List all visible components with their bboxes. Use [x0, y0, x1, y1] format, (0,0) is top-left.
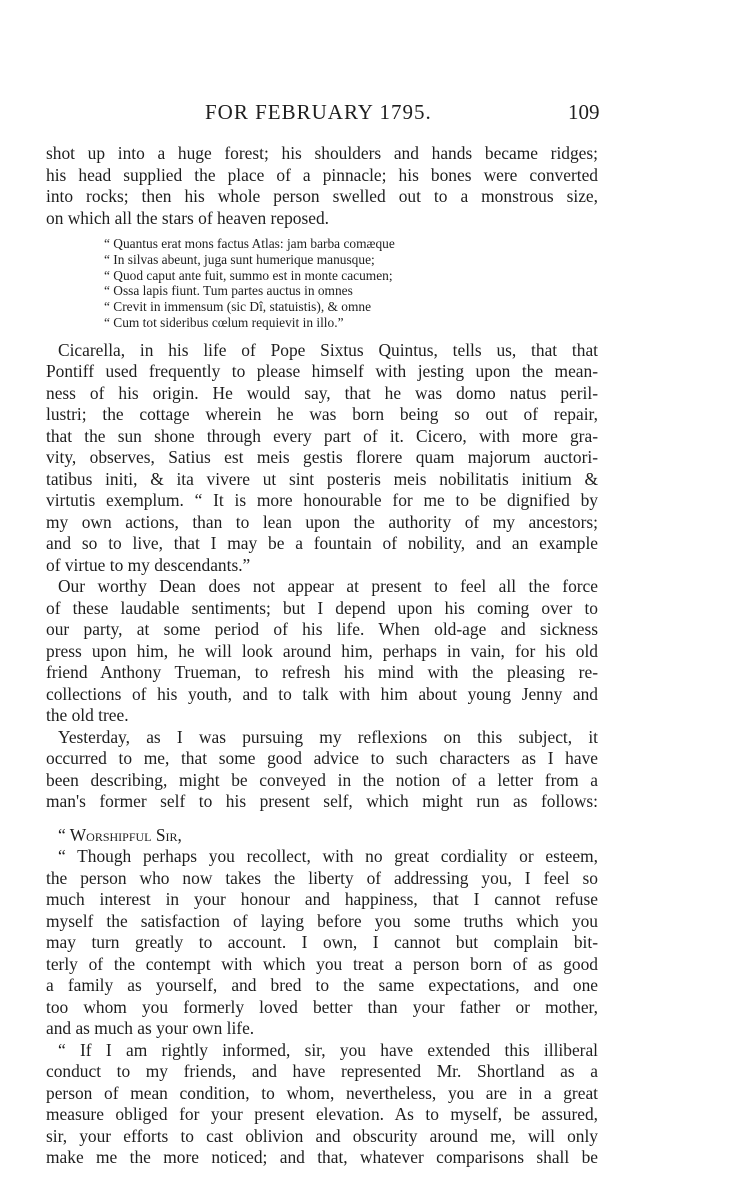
paragraph-3 — [46, 576, 598, 727]
text-line: of virtue to my descendants.” — [46, 554, 251, 575]
text-line: sir, your efforts to cast oblivion and obscurity around me, will only — [46, 1125, 598, 1146]
page-number: 109 — [568, 100, 600, 124]
text-line: Yesterday, as I was pursuing my reflexions on this subject, it — [58, 726, 598, 747]
text-line: that the sun shone through every part of it. Cicero, with more gra- — [46, 425, 598, 446]
letter-salutation: “ Worshipful Sir, — [58, 824, 182, 845]
latin-verse-quotation — [104, 236, 598, 331]
text-line: Pontiff used frequently to please himself with jesting upon the mean- — [46, 361, 598, 382]
text-line: my own actions, than to lean upon the authority of my ancestors; — [46, 511, 598, 532]
text-line: a family as yourself, and bred to the same expectations, and one — [46, 975, 598, 996]
paragraph-2 — [46, 340, 598, 577]
text-line: Cicarella, in his life of Pope Sixtus Quintus, tells us, that that — [58, 339, 598, 360]
text-line: virtutis exemplum. “ It is more honourable for me to be dignified by — [46, 490, 598, 511]
verse-line: “ Ossa lapis fiunt. Tum partes auctus in omnes — [104, 283, 353, 299]
text-line: make me the more noticed; and that, whatever comparisons shall be — [46, 1147, 598, 1168]
page-header — [0, 100, 729, 130]
text-line: press upon him, he will look around him, perhaps in vain, for his old — [46, 640, 598, 661]
paragraph-5 — [46, 846, 598, 1040]
text-line: friend Anthony Trueman, to refresh his mind with the pleasing re- — [46, 662, 598, 683]
text-line: occurred to me, that some good advice to such characters as I have — [46, 748, 598, 769]
body-text — [46, 143, 598, 1169]
text-line: into rocks; then his whole person swelled out to a monstrous size, — [46, 186, 598, 206]
text-line: man's former self to his present self, which might run as follows: — [46, 791, 598, 812]
text-line: conduct to my friends, and have represented Mr. Shortland as a — [46, 1061, 598, 1082]
text-line: the person who now takes the liberty of addressing you, I feel so — [46, 867, 598, 888]
text-line: of these laudable sentiments; but I depend upon his coming over to — [46, 597, 598, 618]
text-line: and so to live, that I may be a fountain of nobility, and an example — [46, 533, 598, 554]
text-line: too whom you formerly loved better than your father or mother, — [46, 996, 598, 1017]
text-line: “ Though perhaps you recollect, with no great cordiality or esteem, — [58, 846, 598, 867]
text-line: vity, observes, Satius est meis gestis florere quam majorum auctori- — [46, 447, 598, 468]
text-line: collections of his youth, and to talk with him about young Jenny and — [46, 683, 598, 704]
text-line: Our worthy Dean does not appear at present to feel all the force — [58, 576, 598, 597]
text-line: the old tree. — [46, 705, 129, 726]
verse-line: “ In silvas abeunt, juga sunt humerique manusque; — [104, 251, 375, 267]
text-line: his head supplied the place of a pinnacle; his bones were converted — [46, 164, 598, 185]
text-line: terly of the contempt with which you treat a person born of as good — [46, 953, 598, 974]
verse-line: “ Quantus erat mons factus Atlas: jam barba comæque — [104, 236, 395, 251]
text-line: been describing, might be conveyed in the notion of a letter from a — [46, 769, 598, 790]
paragraph-1 — [46, 143, 598, 229]
text-line: “ If I am rightly informed, sir, you have extended this illiberal — [58, 1039, 598, 1060]
spacer — [46, 813, 598, 825]
text-line: myself the satisfaction of laying before you some truths which you — [46, 910, 598, 931]
text-line: may turn greatly to account. I own, I cannot but complain bit- — [46, 932, 598, 953]
text-line: lustri; the cottage wherein he was born being so out of repair, — [46, 404, 598, 425]
paragraph-6 — [46, 1040, 598, 1169]
paragraph-4 — [46, 727, 598, 813]
text-line: on which all the stars of heaven reposed. — [46, 207, 329, 228]
text-line: much interest in your honour and happiness, that I cannot refuse — [46, 889, 598, 910]
text-line: ness of his origin. He would say, that he was domo natus peril- — [46, 382, 598, 403]
verse-line: “ Cum tot sideribus cœlum requievit in illo.” — [104, 314, 344, 330]
text-line: our party, at some period of his life. When old-age and sickness — [46, 619, 598, 640]
text-line: and as much as your own life. — [46, 1018, 255, 1039]
text-line: measure obliged for your present elevation. As to myself, be assured, — [46, 1104, 598, 1125]
text-line: tatibus initi, & ita vivere ut sint posteris meis nobilitatis initium & — [46, 468, 598, 489]
verse-line: “ Quod caput ante fuit, summo est in monte cacumen; — [104, 267, 393, 283]
text-line: shot up into a huge forest; his shoulders and hands became ridges; — [46, 143, 598, 163]
verse-line: “ Crevit in immensum (sic Dî, statuistis), & omne — [104, 299, 372, 315]
text-line: person of mean condition, to whom, nevertheless, you are in a great — [46, 1082, 598, 1103]
running-title: FOR FEBRUARY 1795. — [205, 100, 432, 124]
